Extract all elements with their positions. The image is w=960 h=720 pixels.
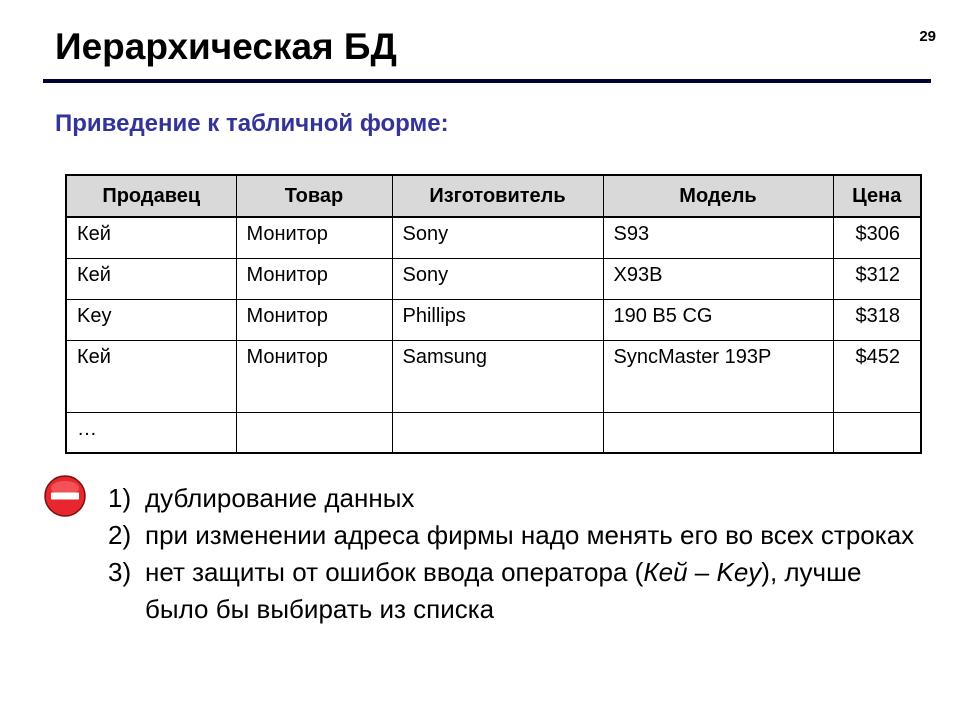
slide-subtitle: Приведение к табличной форме: [55, 110, 449, 137]
no-entry-icon [43, 474, 87, 518]
cell-manufacturer: Sony [392, 217, 603, 258]
cell-goods: Монитор [236, 217, 392, 258]
table-row [66, 412, 921, 453]
list-item-number: 2) [108, 520, 132, 550]
cell-model [603, 412, 833, 453]
header-model: Модель [603, 175, 833, 217]
text-suffix: ), лучше было бы выбирать из списка [145, 557, 862, 624]
header-seller: Продавец [66, 175, 236, 217]
cell-manufacturer: Phillips [392, 299, 603, 340]
cell-price: $306 [833, 217, 921, 258]
cell-goods [236, 412, 392, 453]
cell-model: 190 B5 CG [603, 299, 833, 340]
list-item-text: при изменении адреса фирмы надо менять его во всех строках [145, 520, 915, 550]
cell-model: S93 [603, 217, 833, 258]
list-item [108, 480, 928, 517]
cell-manufacturer [392, 412, 603, 453]
cell-price: $312 [833, 258, 921, 299]
header-goods: Товар [236, 175, 392, 217]
list-item-number: 1) [108, 483, 132, 513]
cell-seller: Кей [66, 258, 236, 299]
cell-price [833, 412, 921, 453]
table-row [66, 258, 921, 299]
sellers-table [65, 174, 922, 454]
header-price: Цена [833, 175, 921, 217]
cell-seller: Кей [66, 340, 236, 412]
cell-manufacturer: Sony [392, 258, 603, 299]
cell-goods: Монитор [236, 299, 392, 340]
cell-model: X93B [603, 258, 833, 299]
table-header-row [66, 175, 921, 217]
list-item-text: дублирование данных [145, 483, 415, 513]
text-italic: Кей – Key [643, 557, 762, 587]
slide-number: 29 [919, 28, 936, 45]
title-divider [43, 79, 931, 83]
cell-manufacturer: Samsung [392, 340, 603, 412]
list-item [108, 554, 928, 628]
cell-seller: … [66, 412, 236, 453]
header-manufacturer: Изготовитель [392, 175, 603, 217]
cell-goods: Монитор [236, 340, 392, 412]
cell-price: $318 [833, 299, 921, 340]
table-row [66, 299, 921, 340]
cell-seller: Кей [66, 217, 236, 258]
text-prefix: нет защиты от ошибок ввода оператора ( [145, 557, 644, 587]
cell-goods: Монитор [236, 258, 392, 299]
list-item [108, 517, 928, 554]
issue-list [108, 480, 928, 628]
slide-title: Иерархическая БД [55, 26, 397, 67]
list-item-text [145, 554, 928, 628]
cell-price: $452 [833, 340, 921, 412]
table-row [66, 340, 921, 412]
table-row [66, 217, 921, 258]
list-item-number: 3) [108, 557, 132, 587]
cell-seller: Key [66, 299, 236, 340]
cell-model: SyncMaster 193P [603, 340, 833, 412]
